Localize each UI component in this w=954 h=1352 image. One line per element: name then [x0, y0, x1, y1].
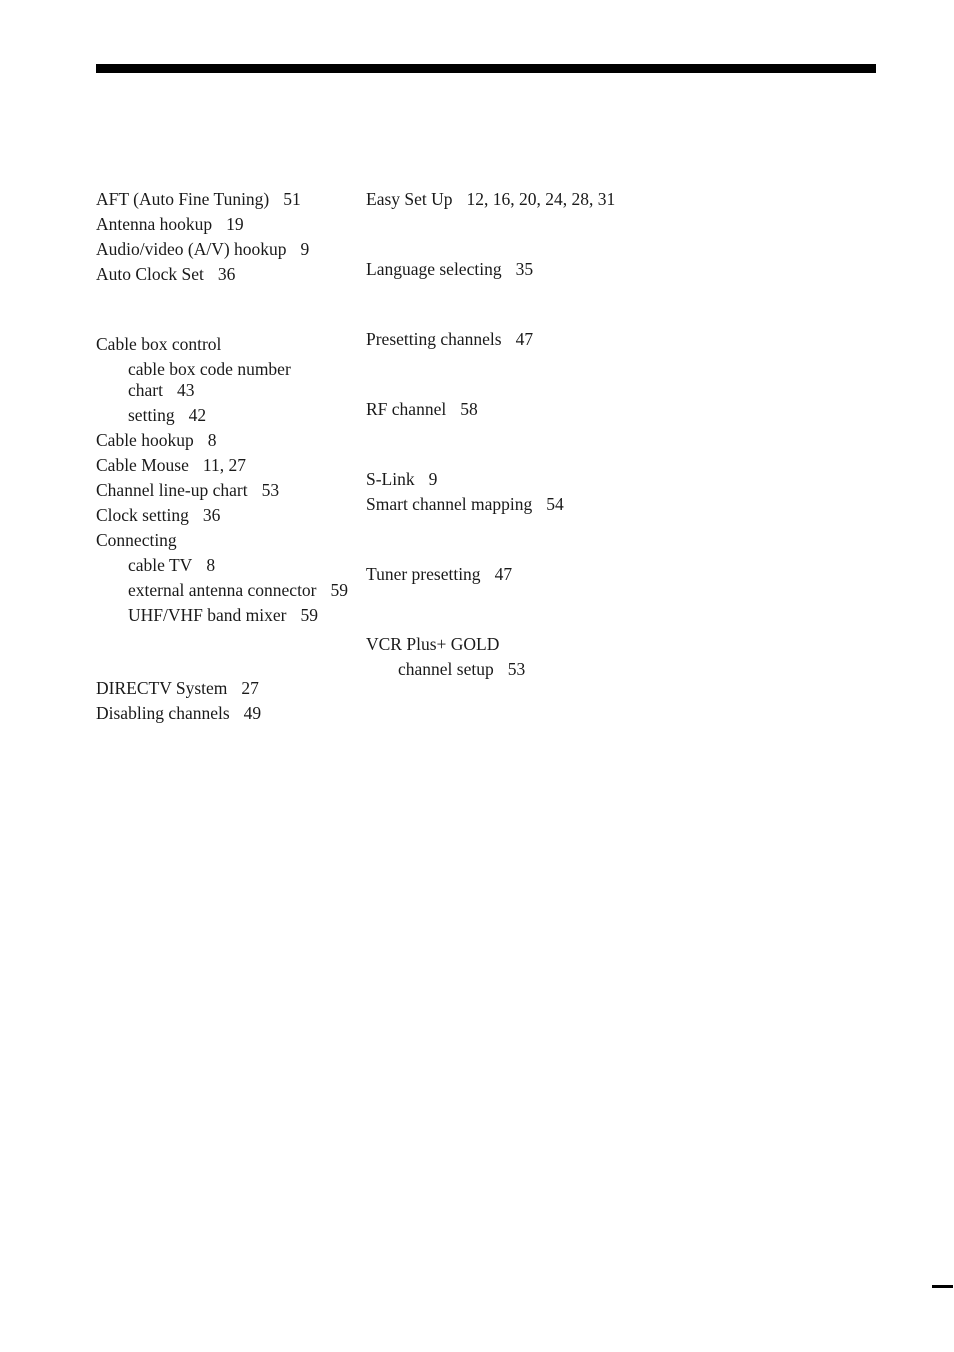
index-page-ref: 53 — [261, 480, 280, 500]
index-entry — [96, 530, 351, 551]
index-term: Audio/video (A/V) hookup — [96, 239, 287, 259]
index-page-ref: 11, 27 — [202, 455, 246, 475]
index-term: channel setup — [398, 659, 494, 679]
index-term: Antenna hookup — [96, 214, 213, 234]
index-entry — [366, 494, 616, 515]
index-subentry — [366, 659, 616, 680]
index-term: Clock setting — [96, 505, 189, 525]
index-page-ref: 35 — [515, 259, 534, 279]
index-entry — [366, 329, 616, 350]
index-term: DIRECTV System — [96, 678, 228, 698]
index-entry — [96, 703, 351, 724]
index-entry — [96, 430, 351, 451]
index-term: external antenna connector — [128, 580, 317, 600]
index-entry — [96, 678, 351, 699]
index-page-ref: 9 — [300, 239, 310, 259]
index-page-ref: 53 — [507, 659, 526, 679]
index-term: Channel line-up chart — [96, 480, 248, 500]
index-term: Cable hookup — [96, 430, 194, 450]
index-entry — [366, 634, 616, 655]
index-term: Easy Set Up — [366, 189, 453, 209]
index-page-ref: 59 — [330, 580, 349, 600]
index-page-ref: 58 — [460, 399, 478, 419]
index-subentry — [96, 605, 351, 626]
index-page-ref: 42 — [188, 405, 207, 425]
index-page-ref: 8 — [206, 555, 216, 575]
index-term: VCR Plus+ GOLD — [366, 634, 500, 654]
index-entry — [96, 189, 351, 210]
page-edge-mark — [932, 1285, 953, 1288]
header-rule — [96, 64, 876, 73]
index-entry — [366, 189, 616, 210]
index-page-ref: 49 — [243, 703, 262, 723]
index-term: Disabling channels — [96, 703, 230, 723]
index-entry — [366, 469, 616, 490]
index-term: Language selecting — [366, 259, 502, 279]
index-subentry — [96, 555, 351, 576]
index-entry — [96, 264, 351, 285]
index-term: Cable Mouse — [96, 455, 189, 475]
index-term: cable TV — [128, 555, 193, 575]
index-term: AFT (Auto Fine Tuning) — [96, 189, 270, 209]
index-term: UHF/VHF band mixer — [128, 605, 287, 625]
index-page-ref: 51 — [283, 189, 301, 209]
index-page-ref: 12, 16, 20, 24, 28, 31 — [466, 189, 616, 209]
index-page-ref: 19 — [226, 214, 244, 234]
index-page-ref: 47 — [515, 329, 534, 349]
index-entry — [366, 399, 616, 420]
index-term: cable box code number chart — [128, 359, 291, 400]
index-entry — [366, 259, 616, 280]
index-column-left — [96, 189, 351, 728]
index-term: Cable box control — [96, 334, 222, 354]
index-subentry — [96, 405, 351, 426]
index-page-ref: 59 — [300, 605, 318, 625]
index-page-ref: 9 — [428, 469, 438, 489]
index-term: Tuner presetting — [366, 564, 481, 584]
index-entry — [366, 564, 616, 585]
index-term: RF channel — [366, 399, 447, 419]
index-entry — [96, 455, 351, 476]
index-term: Connecting — [96, 530, 177, 550]
index-entry — [96, 505, 351, 526]
index-page-ref: 36 — [202, 505, 221, 525]
index-page-ref: 43 — [176, 380, 195, 400]
index-page-ref: 8 — [207, 430, 217, 450]
index-entry — [96, 214, 351, 235]
index-entry — [96, 480, 351, 501]
index-page-ref: 47 — [494, 564, 513, 584]
index-term: Presetting channels — [366, 329, 502, 349]
index-term: Auto Clock Set — [96, 264, 204, 284]
index-column-right — [366, 189, 616, 684]
index-subentry — [96, 359, 351, 401]
index-term: Smart channel mapping — [366, 494, 533, 514]
index-subentry — [96, 580, 351, 601]
index-page-ref: 36 — [217, 264, 236, 284]
index-term: setting — [128, 405, 175, 425]
index-term: S-Link — [366, 469, 415, 489]
index-entry — [96, 239, 351, 260]
index-page-ref: 54 — [546, 494, 564, 514]
index-page-ref: 27 — [241, 678, 259, 698]
index-entry — [96, 334, 351, 355]
